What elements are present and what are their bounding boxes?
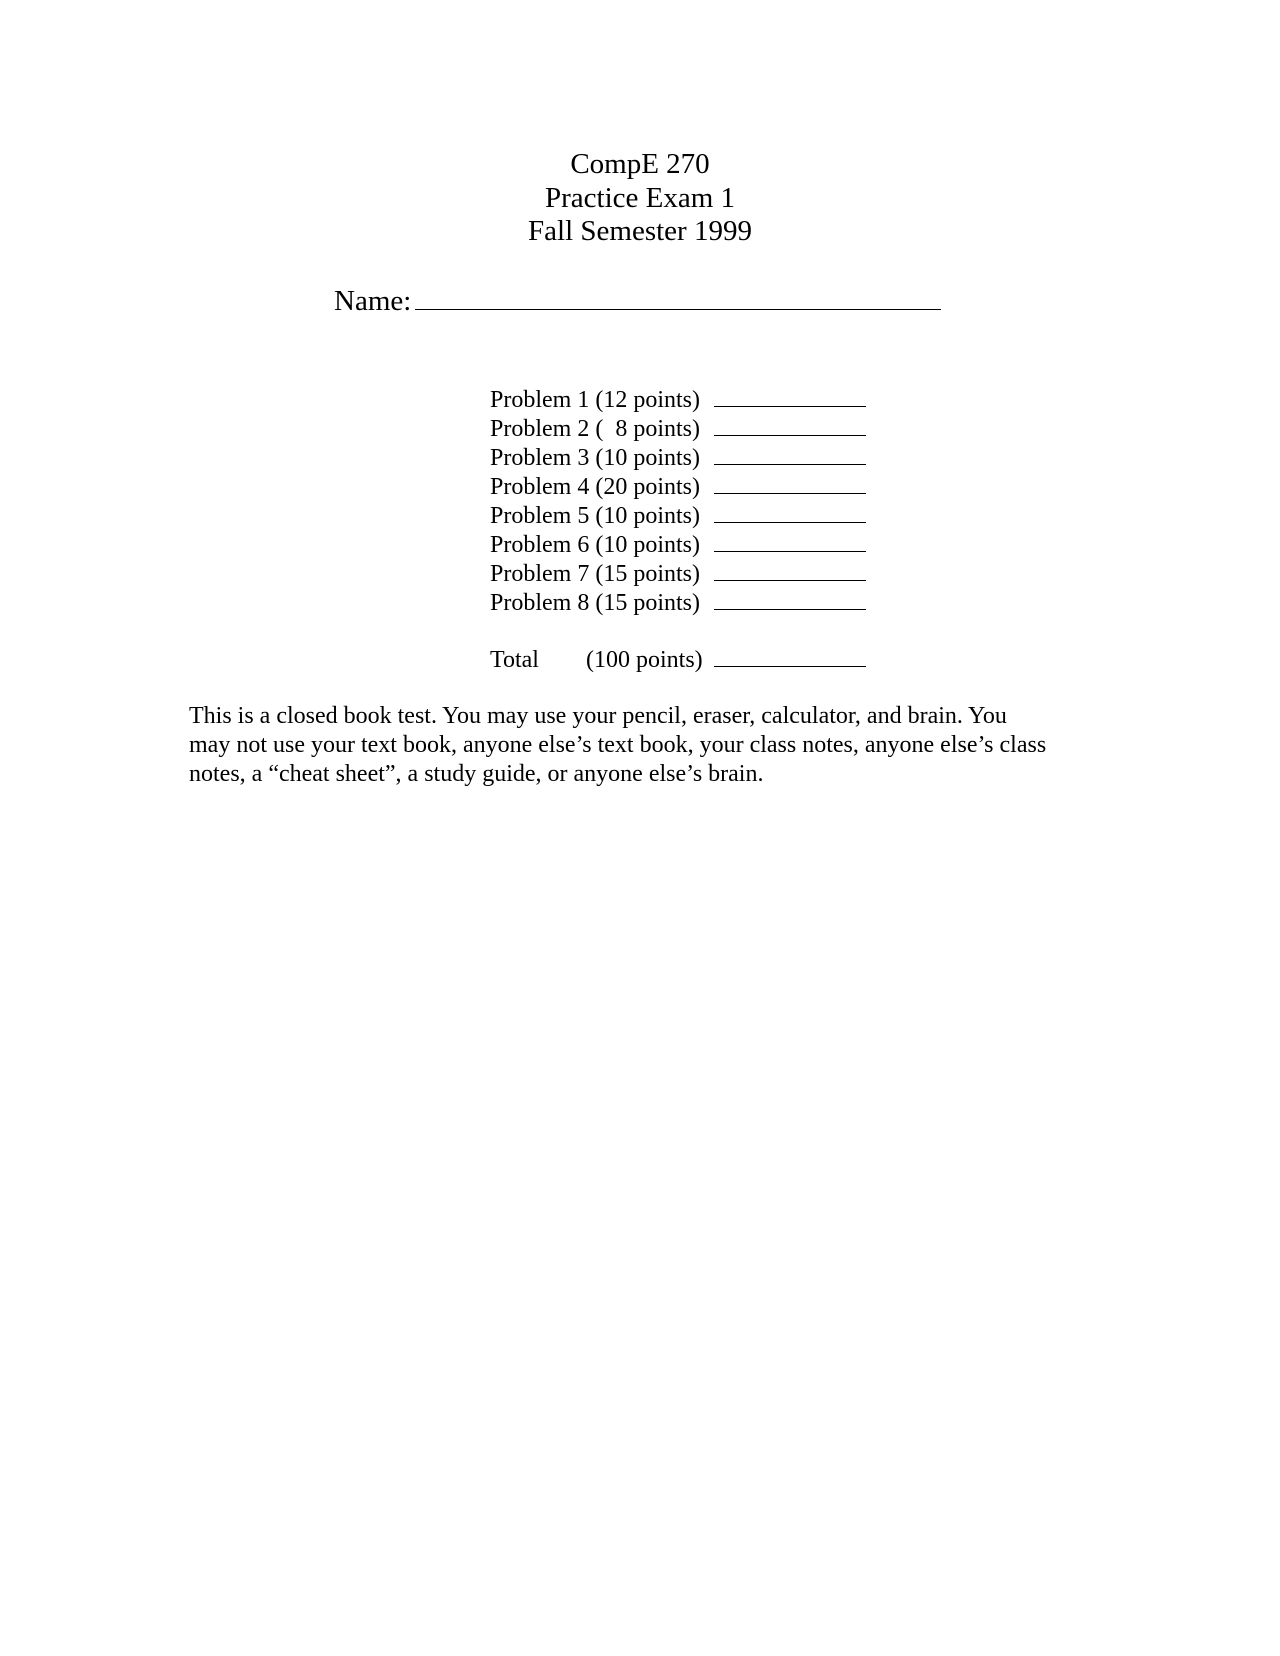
score-blank[interactable] xyxy=(714,504,866,523)
score-blank[interactable] xyxy=(714,533,866,552)
score-blank[interactable] xyxy=(714,591,866,610)
score-label: Problem 7 (15 points) xyxy=(490,561,700,587)
score-blank[interactable] xyxy=(714,417,866,436)
score-row xyxy=(490,386,866,415)
instructions-line: notes, a “cheat sheet”, a study guide, or anyone else’s brain. xyxy=(189,761,764,787)
total-row xyxy=(490,646,866,675)
score-row xyxy=(490,415,866,444)
score-label: Problem 2 ( 8 points) xyxy=(490,416,700,442)
score-blank[interactable] xyxy=(714,446,866,465)
course-title: CompE 270 xyxy=(570,148,710,180)
score-label: Problem 3 (10 points) xyxy=(490,445,700,471)
total-points: (100 points) xyxy=(586,647,703,673)
score-label: Problem 6 (10 points) xyxy=(490,532,700,558)
total-label: Total xyxy=(490,647,539,673)
exam-header xyxy=(0,148,1280,249)
score-row xyxy=(490,589,866,618)
score-row xyxy=(490,444,866,473)
score-label: Problem 8 (15 points) xyxy=(490,590,700,616)
score-table xyxy=(490,386,866,675)
name-blank[interactable] xyxy=(415,285,941,310)
score-label: Problem 4 (20 points) xyxy=(490,474,700,500)
score-row xyxy=(490,473,866,502)
score-label: Problem 1 (12 points) xyxy=(490,387,700,413)
score-row xyxy=(490,531,866,560)
instructions-line: This is a closed book test. You may use your pencil, eraser, calculator, and brain. You xyxy=(189,703,1007,729)
name-label: Name: xyxy=(334,285,412,317)
score-blank[interactable] xyxy=(714,475,866,494)
score-row xyxy=(490,502,866,531)
score-label: Problem 5 (10 points) xyxy=(490,503,700,529)
semester-title: Fall Semester 1999 xyxy=(528,215,752,247)
instructions-line: may not use your text book, anyone else’s text book, your class notes, anyone else’s class xyxy=(189,732,1047,758)
total-blank[interactable] xyxy=(714,648,866,667)
name-field xyxy=(334,284,941,318)
exam-title: Practice Exam 1 xyxy=(544,181,736,214)
instructions-paragraph xyxy=(189,702,1089,789)
score-blank[interactable] xyxy=(714,562,866,581)
score-row xyxy=(490,560,866,589)
score-blank[interactable] xyxy=(714,388,866,407)
